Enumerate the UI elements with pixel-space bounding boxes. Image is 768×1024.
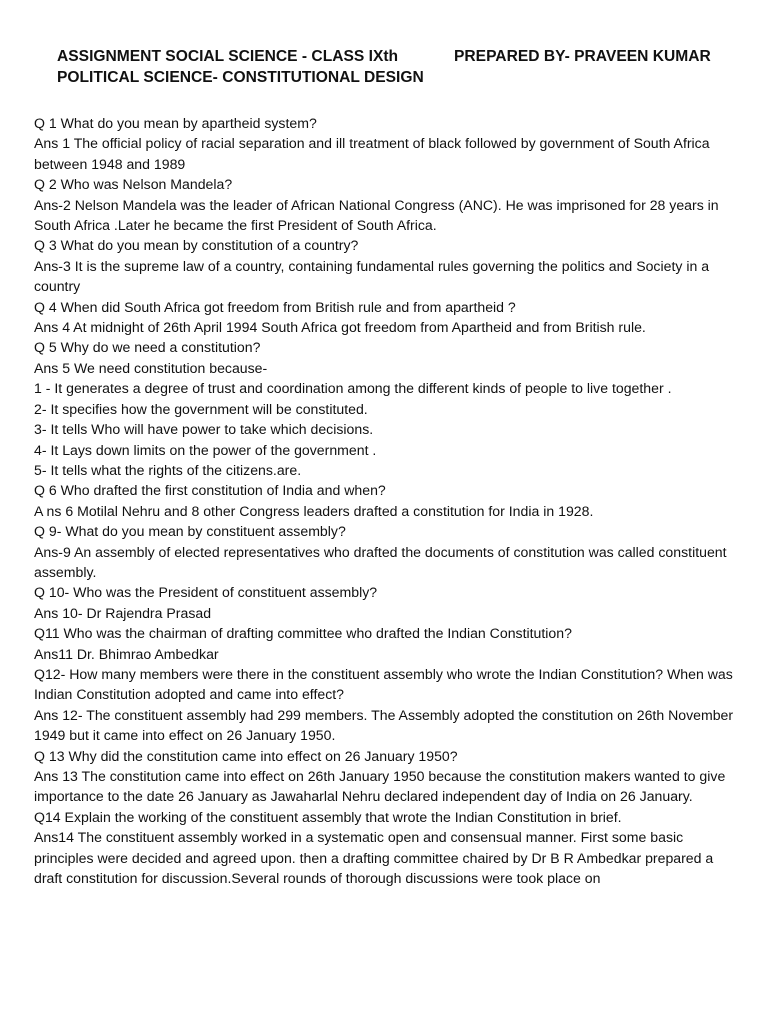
answer-13: Ans 13 The constitution came into effect on 26th January 1950 because the constitution makers wanted to give importance to the date 26 January as Jawaharlal Nehru declared independent day of India on 26 January. [34,768,726,805]
answer-2: Ans-2 Nelson Mandela was the leader of African National Congress (ANC). He was imprisoned for 28 years in South Africa .Later he became the first President of South Africa. [34,196,719,234]
answer-6: A ns 6 Motilal Nehru and 8 other Congress leaders drafted a constitution for India in 1928. [34,502,594,519]
answer-5-point-4: 4- It Lays down limits on the power of the government . [34,441,377,458]
question-1: Q 1 What do you mean by apartheid system? [34,115,317,131]
answer-5-point-3: 3- It tells Who will have power to take which decisions. [34,421,374,438]
prepared-by: PREPARED BY- PRAVEEN KUMAR [454,48,711,65]
question-6: Q 6 Who drafted the first constitution of India and when? [34,482,386,499]
answer-5-intro: Ans 5 We need constitution because- [34,359,268,376]
question-2: Q 2 Who was Nelson Mandela? [34,176,233,193]
question-13: Q 13 Why did the constitution came into effect on 26 January 1950? [34,747,458,764]
answer-11: Ans11 Dr. Bhimrao Ambedkar [34,645,219,662]
answer-10: Ans 10- Dr Rajendra Prasad [34,604,212,621]
chapter-subtitle: POLITICAL SCIENCE- CONSTITUTIONAL DESIGN [57,69,424,86]
question-9: Q 9- What do you mean by constituent assembly? [34,523,346,540]
question-4: Q 4 When did South Africa got freedom from British rule and from apartheid ? [34,298,516,315]
assignment-title: ASSIGNMENT SOCIAL SCIENCE - CLASS IXth [57,48,399,65]
question-3: Q 3 What do you mean by constitution of a country? [34,237,359,254]
answer-3: Ans-3 It is the supreme law of a country, containing fundamental rules governing the politics and Society in a country [34,257,710,295]
answer-5-point-5: 5- It tells what the rights of the citizens.are. [34,461,302,478]
question-answer-list [34,113,734,888]
answer-12: Ans 12- The constituent assembly had 299 members. The Assembly adopted the constitution on 26th November 1949 but it came into effect on 26 January 1950. [34,706,734,744]
answer-14: Ans14 The constituent assembly worked in a systematic open and consensual manner. First some basic principles were decided and agreed upon. then a drafting committee chaired by Dr B R Ambedkar prepared a draft constitution for discussion.Several rounds of thorough discussions were took place on [34,829,714,887]
answer-4: Ans 4 At midnight of 26th April 1994 South Africa got freedom from Apartheid and from British rule. [34,319,646,336]
answer-5-point-2: 2- It specifies how the government will be constituted. [34,400,368,417]
question-14: Q14 Explain the working of the constituent assembly that wrote the Indian Constitution in brief. [34,808,622,825]
answer-1: Ans 1 The official policy of racial separation and ill treatment of black followed by government of South Africa between 1948 and 1989 [34,135,710,172]
header-subtitle-row [57,67,737,88]
answer-5-point-1: 1 - It generates a degree of trust and coordination among the different kinds of people to live together . [34,380,672,397]
document-header [57,46,737,88]
question-11: Q11 Who was the chairman of drafting committee who drafted the Indian Constitution? [34,625,572,642]
header-title-row [57,46,737,67]
question-12: Q12- How many members were there in the constituent assembly who wrote the Indian Constitution? When was Indian Constitution adopted and came into effect? [34,665,733,703]
question-10: Q 10- Who was the President of constituent assembly? [34,584,378,601]
answer-9: Ans-9 An assembly of elected representatives who drafted the documents of constitution was called constituent assembly. [34,543,727,580]
question-5: Q 5 Why do we need a constitution? [34,339,261,356]
